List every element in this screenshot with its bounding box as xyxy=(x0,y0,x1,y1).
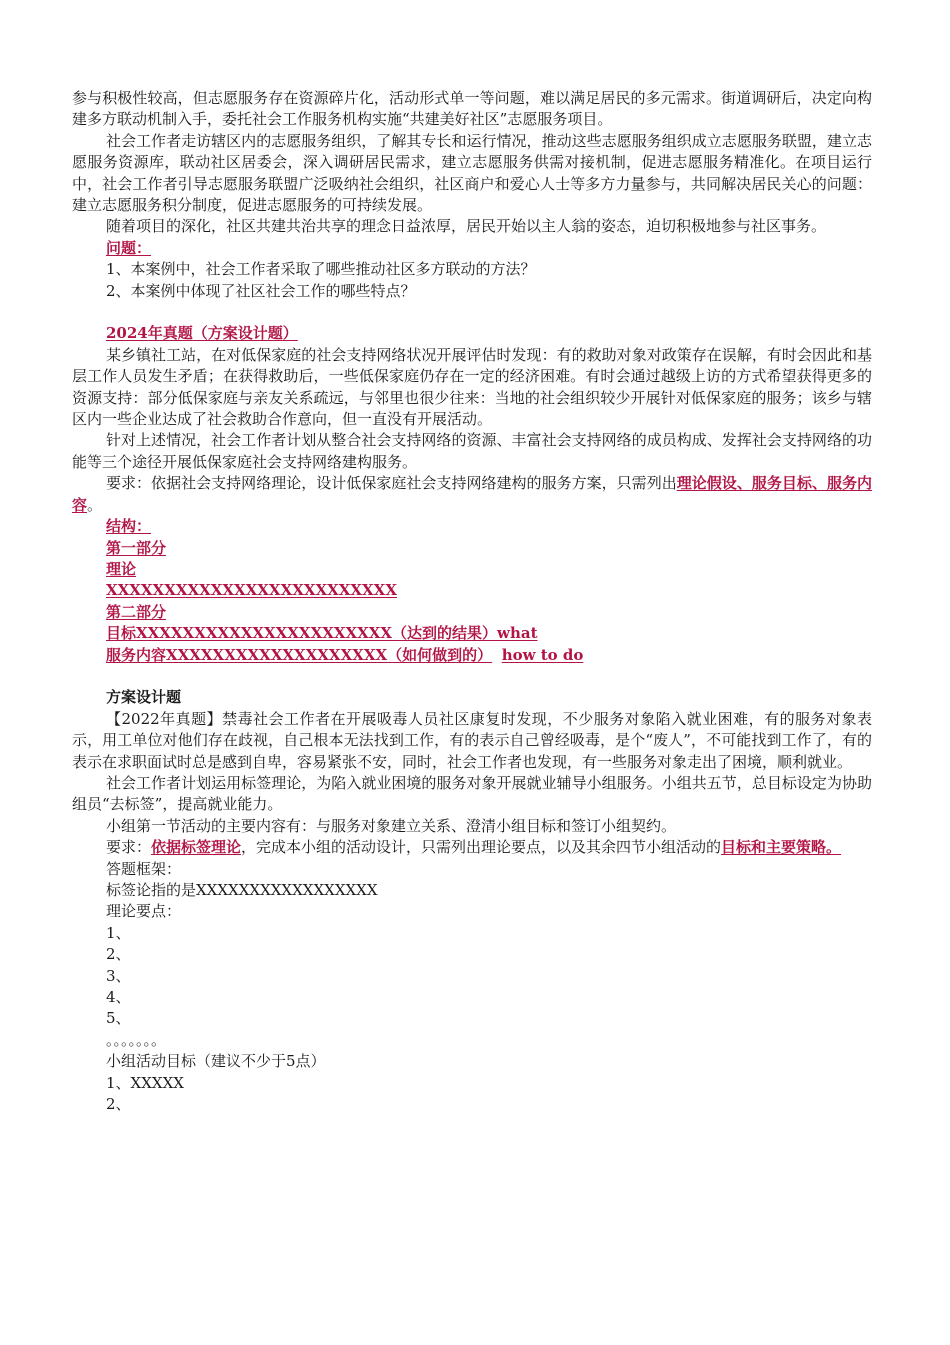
spacer xyxy=(72,302,872,323)
exam-requirement: 要求：依据社会支持网络理论，设计低保家庭社会支持网络建构的服务方案，只需列出理论假设、服务目标、服务内容。 xyxy=(72,474,872,514)
part-2-label: 第二部分 xyxy=(106,602,167,621)
case-paragraph-3: 随着项目的深化，社区共建共治共享的理念日益浓厚，居民开始以主人翁的姿态，迫切积极地参与社区事务。 xyxy=(106,217,827,236)
question-1: 1、本案例中，社会工作者采取了哪些推动社区多方联动的方法？ xyxy=(106,260,536,279)
exam-2022-paragraph-3: 小组第一节活动的主要内容有：与服务对象建立关系、澄清小组目标和签订小组契约。 xyxy=(106,816,677,835)
point-3: 3、 xyxy=(106,966,131,985)
exam-paragraph-2: 针对上述情况，社会工作者计划从整合社会支持网络的资源、丰富社会支持网络的成员构成、发挥社会支持网络的功能等三个途径开展低保家庭社会支持网络建构服务。 xyxy=(72,431,872,471)
point-1: 1、 xyxy=(106,923,131,942)
structure-label: 结构： xyxy=(106,517,152,536)
answer-frame-label: 答题框架： xyxy=(106,859,182,878)
goal-line: 目标XXXXXXXXXXXXXXXXXXXXXX（达到的结果）what xyxy=(106,624,538,643)
ellipsis: 。。。。。。。 xyxy=(106,1030,167,1049)
section-heading-2024: 2024年真题（方案设计题） xyxy=(106,324,298,343)
case-paragraph-1: 参与积极性较高，但志愿服务存在资源碎片化，活动形式单一等问题，难以满足居民的多元需求。街道调研后，决定向构建多方联动机制入手，委托社会工作服务机构实施“共建美好社区”志愿服务项目。 xyxy=(72,89,872,129)
case-paragraph-2: 社会工作者走访辖区内的志愿服务组织，了解其专长和运行情况，推动这些志愿服务组织成立志愿服务联盟，建立志愿服务资源库，联动社区居委会，深入调研居民需求，建立志愿服务供需对接机制，促进志愿服务精准化。在项目运行中，社会工作者引导志愿服务联盟广泛吸纳社会组织，社区商户和爱心人士等多方力量参与，共同解决居民关心的问题：建立志愿服务积分制度，促进志愿服务的可持续发展。 xyxy=(72,131,872,215)
exam-paragraph-1: 某乡镇社工站，在对低保家庭的社会支持网络状况开展评估时发现：有的救助对象对政策存在误解，有时会因此和基层工作人员发生矛盾；在获得救助后，一些低保家庭仍存在一定的经济困难。有时会通过越级上访的方式希望获得更多的资源支持：部分低保家庭与亲友关系疏远，与邻里也很少往来：当地的社会组织较少开展针对低保家庭的服务；该乡与辖区内一些企业达成了社会救助合作意向，但一直没有开展活动。 xyxy=(72,345,872,429)
spacer xyxy=(72,666,872,687)
question-2: 2、本案例中体现了社区社会工作的哪些特点？ xyxy=(106,281,416,300)
point-4: 4、 xyxy=(106,988,131,1007)
service-line: 服务内容XXXXXXXXXXXXXXXXXXX（如何做到的） how to do xyxy=(106,645,584,664)
point-2: 2、 xyxy=(106,945,131,964)
questions-label: 问题： xyxy=(106,238,152,257)
exam-2022-paragraph-2: 社会工作者计划运用标签理论，为陷入就业困境的服务对象开展就业辅导小组服务。小组共五节，总目标设定为协助组员“去标签”，提高就业能力。 xyxy=(72,773,872,814)
goal-2: 2、 xyxy=(106,1095,131,1114)
point-5: 5、 xyxy=(106,1009,131,1028)
theory-placeholder: XXXXXXXXXXXXXXXXXXXXXXXXX xyxy=(106,581,397,600)
section-heading-design: 方案设计题 xyxy=(106,688,182,707)
theory-label: 理论 xyxy=(106,559,137,578)
label-theory-definition: 标签论指的是XXXXXXXXXXXXXXXXX xyxy=(106,881,378,899)
exam-2022-requirement: 要求：依据标签理论，完成本小组的活动设计，只需列出理论要点，以及其余四节小组活动的目标和主要策略。 xyxy=(106,838,842,857)
goal-1: 1、XXXXX xyxy=(106,1073,184,1092)
document-page xyxy=(72,88,872,1115)
group-goals-label: 小组活动目标（建议不少于5点） xyxy=(106,1052,326,1071)
part-1-label: 第一部分 xyxy=(106,538,167,557)
theory-points-label: 理论要点： xyxy=(106,902,182,921)
exam-2022-paragraph-1: 【2022年真题】禁毒社会工作者在开展吸毒人员社区康复时发现，不少服务对象陷入就业困难，有的服务对象表示，用工单位对他们存在歧视，自己根本无法找到工作，有的表示自己曾经吸毒，是个“废人”，不可能找到工作了，有的表示在求职面试时总是感到自卑，容易紧张不安，同时，社会工作者也发现，有一些服务对象走出了困境，顺利就业。 xyxy=(72,709,872,771)
